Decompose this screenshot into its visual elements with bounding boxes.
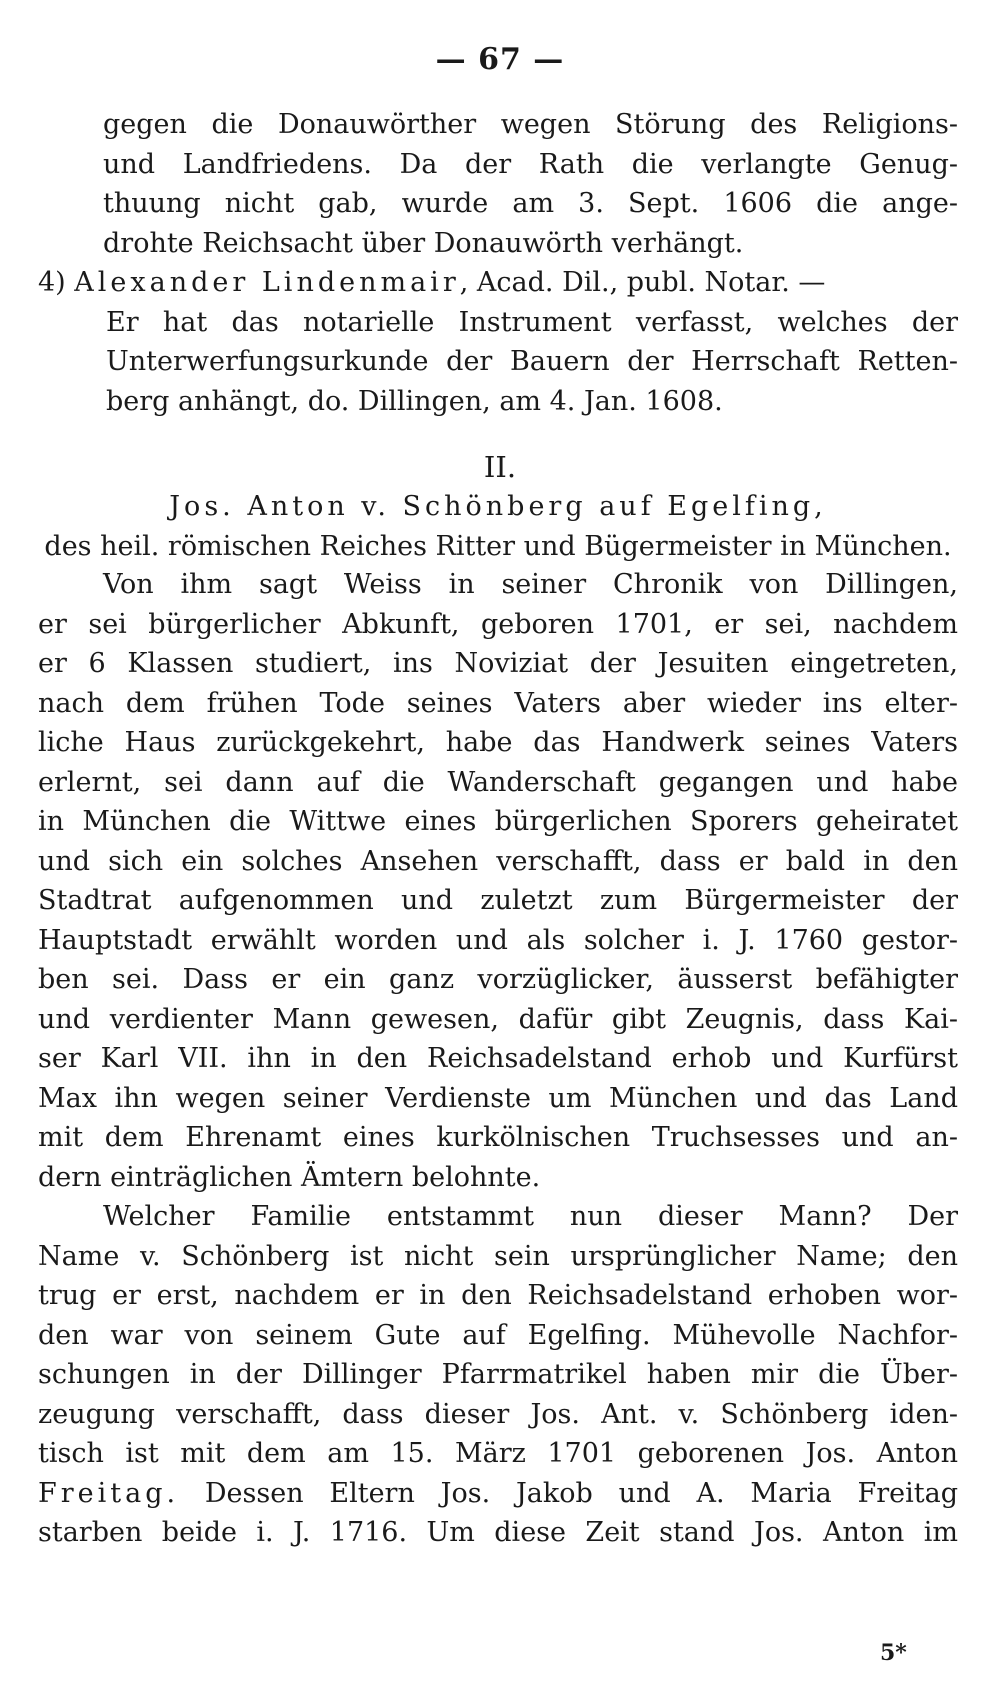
- section-numeral: II.: [483, 450, 517, 484]
- text-line: ser Karl VII. ihn in den Reichsadelstand erhob und Kurfürst: [38, 1043, 958, 1074]
- freitag-line: [38, 1474, 958, 1514]
- text-line: und sich ein solches Ansehen verschafft, dass er bald in den: [38, 845, 958, 877]
- text-line: trug er erst, nachdem er in den Reichsadelstand erhoben wor-: [38, 1280, 958, 1311]
- section-heading-name: Jos. Anton v. Schönberg auf Egelfing,: [169, 491, 827, 522]
- freitag-name: Freitag.: [38, 1477, 180, 1509]
- section-heading: [38, 487, 958, 566]
- text-line: Er hat das notarielle Instrument verfasst, welches der: [106, 306, 958, 338]
- freitag-rest: Dessen Eltern Jos. Jakob und A. Maria Freitag: [179, 1477, 958, 1509]
- page-number: — 67 —: [435, 42, 565, 77]
- text-line: dern einträglichen Ämtern belohnte.: [38, 1161, 541, 1193]
- text-line: berg anhängt, do. Dillingen, am 4. Jan. 1608.: [106, 385, 723, 417]
- text-line: erlernt, sei dann auf die Wanderschaft gegangen und habe: [38, 766, 958, 798]
- text-line: Name v. Schönberg ist nicht sein ursprünglicher Name; den: [38, 1240, 958, 1272]
- text-line: gegen die Donauwörther wegen Störung des Religions-: [103, 109, 958, 140]
- text-line: tisch ist mit dem am 15. März 1701 geborenen Jos. Anton: [38, 1438, 958, 1469]
- text-line: Max ihn wegen seiner Verdienste um München und das Land: [38, 1082, 958, 1114]
- entry-4-person-name: Alexander Lindenmair: [74, 267, 460, 298]
- text-line: mit dem Ehrenamt eines kurkölnischen Truchsesses und an-: [38, 1122, 958, 1153]
- top-continuation-block: [38, 105, 958, 421]
- text-line: thuung nicht gab, wurde am 3. Sept. 1606 die ange-: [103, 188, 958, 219]
- entry-4-number: 4): [38, 267, 75, 298]
- text-line: starben beide i. J. 1716. Um diese Zeit stand Jos. Anton im: [38, 1517, 958, 1548]
- text-line: Hauptstadt erwählt worden und als solcher i. J. 1760 gestor-: [38, 924, 958, 956]
- text-line: liche Haus zurückgekehrt, habe das Handwerk seines Vaters: [38, 727, 958, 758]
- text-line: Stadtrat aufgenommen und zuletzt zum Bürgermeister der: [38, 885, 958, 916]
- section-heading-subtitle: des heil. römischen Reiches Ritter und Bügermeister in München.: [44, 530, 952, 562]
- text-line: schungen in der Dillinger Pfarrmatrikel haben mir die Über-: [38, 1359, 958, 1390]
- paragraph-2: [38, 1197, 958, 1553]
- paragraph-1: [38, 565, 958, 1197]
- text-line: Unterwerfungsurkunde der Bauern der Herrschaft Retten-: [106, 346, 958, 377]
- text-line: er 6 Klassen studiert, ins Noviziat der Jesuiten eingetreten,: [38, 648, 958, 679]
- text-line: in München die Wittwe eines bürgerlichen Sporers geheiratet: [38, 806, 958, 837]
- entry-4-first-line: [38, 263, 958, 303]
- text-line: drohte Reichsacht über Donauwörth verhängt.: [103, 227, 744, 259]
- text-line: den war von seinem Gute auf Egelfing. Mühevolle Nachfor-: [38, 1319, 958, 1351]
- text-line: und Landfriedens. Da der Rath die verlangte Genug-: [103, 148, 958, 180]
- text-line: nach dem frühen Tode seines Vaters aber wieder ins elter-: [38, 687, 958, 719]
- text-line: zeugung verschafft, dass dieser Jos. Ant. v. Schönberg iden-: [38, 1398, 958, 1430]
- entry-4-title: , Acad. Dil., publ. Notar. —: [459, 267, 826, 298]
- text-line: ben sei. Dass er ein ganz vorzüglicker, äusserst befähigter: [38, 964, 958, 995]
- text-line: Welcher Familie entstammt nun dieser Mann? Der: [103, 1201, 958, 1232]
- text-line: Von ihm sagt Weiss in seiner Chronik von Dillingen,: [103, 569, 958, 600]
- text-line: und verdienter Mann gewesen, dafür gibt Zeugnis, dass Kai-: [38, 1003, 958, 1035]
- text-line: er sei bürgerlicher Abkunft, geboren 1701, er sei, nachdem: [38, 608, 958, 640]
- signature-mark: 5*: [880, 1640, 907, 1666]
